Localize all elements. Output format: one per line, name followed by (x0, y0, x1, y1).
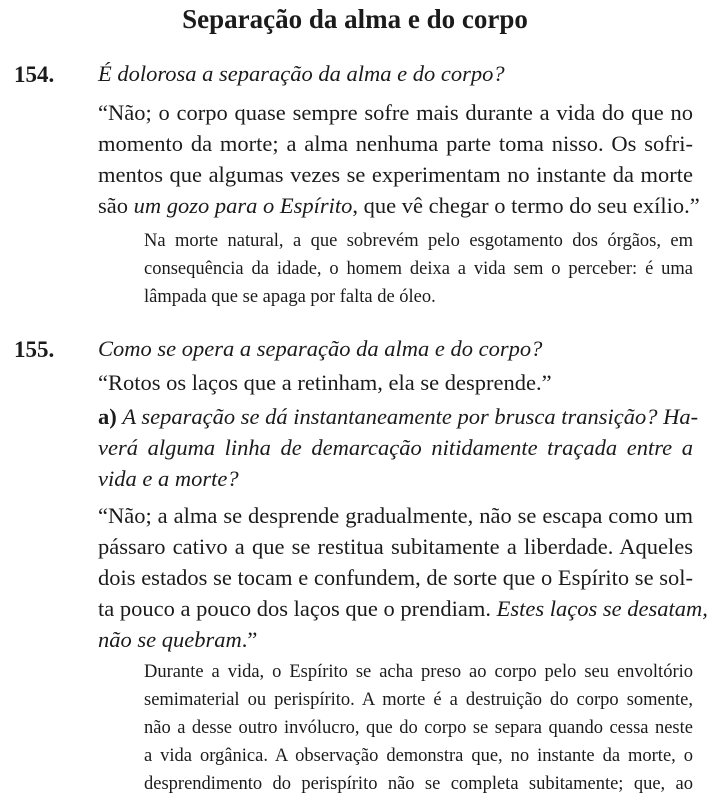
subanswer-155a-line-5-post: .” (241, 627, 258, 652)
answer-154-line-2: momento da morte; a alma nenhuma parte toma nisso. Os sofri- (98, 131, 693, 156)
answer-154-line-4 (98, 191, 700, 221)
note-155-line-1: Durante a vida, o Espírito se acha preso ao corpo pelo seu envoltório (144, 662, 693, 682)
section-title: Separação da alma e do corpo (182, 4, 528, 34)
subanswer-155a-emphasis-2: não se quebram (98, 627, 242, 652)
answer-154-emphasis: um gozo para o Espírito (133, 193, 353, 218)
subanswer-155a-line-4 (98, 594, 708, 624)
subanswer-155a-line-5 (98, 625, 257, 655)
subquestion-155a-line-2: verá alguma linha de demarcação nitidamente traçada entre a (98, 435, 693, 460)
note-155-line-4: a vida orgânica. A observação demonstra que, no instante da morte, o (144, 746, 693, 766)
subquestion-155a-line-3: vida e a morte? (98, 466, 239, 491)
subquestion-155a-first: A separação se dá instantaneamente por brusca transição? Ha- (122, 404, 699, 429)
question-154-text: É dolorosa a separação da alma e do corpo? (98, 61, 505, 86)
subquestion-155a-line-1 (98, 402, 699, 432)
answer-155: “Rotos os laços que a retinham, ela se desprende.” (98, 370, 552, 395)
subanswer-155a-line-2: pássaro cativo a que se restitua subitamente a liberdade. Aqueles (98, 534, 693, 559)
subanswer-155a-line-1: “Não; a alma se desprende gradualmente, não se escapa como um (98, 503, 693, 528)
answer-154-line-4-pre: são (98, 193, 134, 218)
answer-154-line-3: mentos que algumas vezes se experimentam no instante da morte (98, 162, 693, 187)
subanswer-155a-line-4-pre: ta pouco a pouco dos laços que o prendiam. (98, 596, 497, 621)
question-number-155: 155. (14, 337, 55, 362)
answer-154-line-4-post: , que vê chegar o termo do seu exílio.” (352, 193, 700, 218)
subanswer-155a-emphasis-1: Estes laços se desatam, (496, 596, 708, 621)
question-155-text: Como se opera a separação da alma e do corpo? (98, 336, 543, 361)
note-154-line-1: Na morte natural, a que sobrevém pelo esgotamento dos órgãos, em (144, 231, 693, 251)
answer-154-line-1: “Não; o corpo quase sempre sofre mais durante a vida do que no (98, 100, 693, 125)
note-155-line-3: não a desse outro invólucro, que do corpo se separa quando cessa neste (144, 718, 693, 738)
note-154-line-2: consequência da idade, o homem deixa a vida sem o perceber: é uma (144, 259, 693, 279)
note-155-line-2: semimaterial ou perispírito. A morte é a destruição do corpo somente, (144, 690, 693, 710)
subanswer-155a-line-3: dois estados se tocam e confundem, de sorte que o Espírito se sol- (98, 565, 693, 590)
subquestion-letter: a) (98, 404, 117, 429)
note-155-line-5: desprendimento do perispírito não se completa subitamente; que, ao (144, 774, 693, 794)
question-number-154: 154. (14, 62, 55, 87)
note-154-line-3: lâmpada que se apaga por falta de óleo. (144, 287, 436, 307)
